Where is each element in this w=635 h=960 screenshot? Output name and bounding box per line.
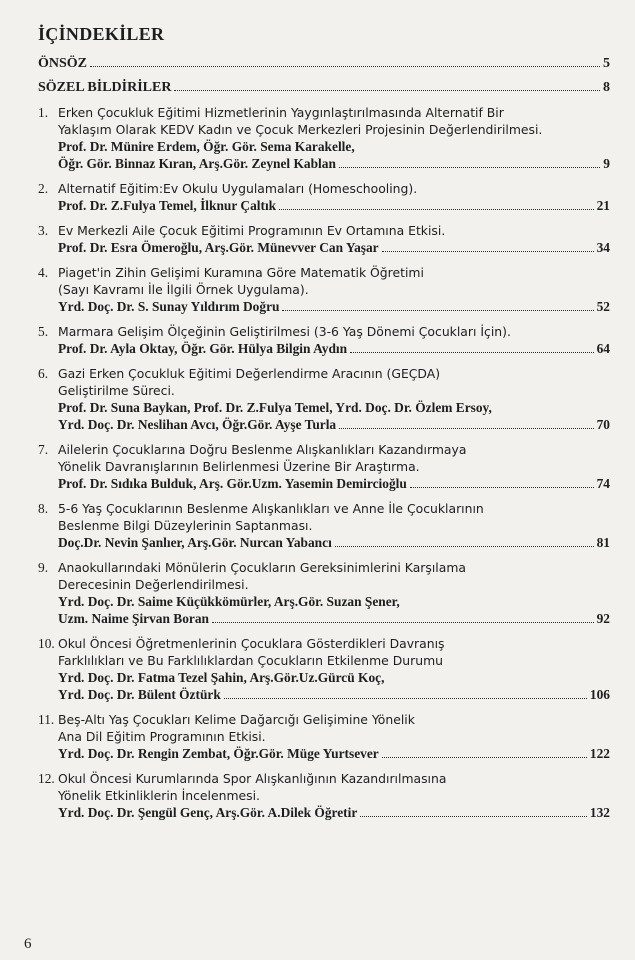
entry-body — [58, 441, 610, 492]
entry-body — [58, 500, 610, 551]
entry-title-line: Okul Öncesi Kurumlarında Spor Alışkanlığının Kazandırılmasına — [58, 771, 447, 786]
entry-title-line: (Sayı Kavramı İle İlgili Örnek Uygulama). — [58, 282, 309, 297]
entry-body — [58, 635, 610, 703]
entry-title-line: Piaget'in Zihin Gelişimi Kuramına Göre Matematik Öğretimi — [58, 265, 424, 280]
entry-title-line: Farklılıkları ve Bu Farklılıklardan Çocukların Etkilenme Durumu — [58, 653, 444, 668]
entry-last-row — [58, 610, 610, 627]
dot-leader — [335, 546, 594, 547]
entry-page-number: 70 — [596, 417, 610, 432]
dot-leader — [382, 757, 587, 758]
entry-title-line: Gazi Erken Çocukluk Eğitimi Değerlendirme Aracının (GEÇDA) — [58, 366, 441, 381]
dot-leader — [339, 167, 600, 168]
toc-entry — [38, 323, 610, 357]
entry-last-row — [58, 745, 610, 762]
entry-authors-line: Uzm. Naime Şirvan Boran — [58, 611, 210, 626]
entry-number: 10. — [38, 636, 55, 651]
entry-number: 11. — [38, 712, 55, 727]
toc-entry — [38, 264, 610, 315]
dot-leader — [212, 622, 594, 623]
entry-authors-line: Yrd. Doç. Dr. Rengin Zembat, Öğr.Gör. Müge Yurtsever — [58, 746, 379, 761]
entry-title-line: Ev Merkezli Aile Çocuk Eğitimi Programının Ev Ortamına Etkisi. — [58, 223, 446, 238]
entry-body — [58, 559, 610, 627]
entry-authors-line: Yrd. Doç. Dr. Fatma Tezel Şahin, Arş.Gör.Uz.Gürcü Koç, — [58, 670, 385, 685]
toc-entries — [38, 104, 610, 829]
entry-title-line: Derecesinin Değerlendirilmesi. — [58, 577, 249, 592]
dot-leader — [410, 487, 594, 488]
dot-leader — [279, 209, 593, 210]
toc-entry — [38, 711, 610, 762]
entry-last-row — [58, 475, 610, 492]
entry-body — [58, 104, 610, 172]
entry-authors-line: Yrd. Doç. Dr. S. Sunay Yıldırım Doğru — [58, 299, 280, 314]
dot-leader — [174, 90, 600, 91]
dot-leader — [282, 310, 593, 311]
entry-last-row — [58, 155, 610, 172]
entry-last-row — [58, 534, 610, 551]
entry-body — [58, 222, 610, 256]
entry-body — [58, 264, 610, 315]
entry-page-number: 74 — [596, 476, 610, 491]
entry-title-line: Marmara Gelişim Ölçeğinin Geliştirilmesi (3-6 Yaş Dönemi Çocukları İçin). — [58, 324, 511, 339]
entry-authors-line: Öğr. Gör. Binnaz Kıran, Arş.Gör. Zeynel Kablan — [58, 156, 336, 171]
entry-page-number: 52 — [596, 299, 610, 314]
entry-number: 7. — [38, 442, 49, 457]
entry-authors-line: Prof. Dr. Z.Fulya Temel, İlknur Çaltık — [58, 198, 277, 213]
entry-page-number: 132 — [589, 805, 610, 820]
entry-body — [58, 365, 610, 433]
entry-last-row — [58, 804, 610, 821]
toc-entry — [38, 635, 610, 703]
entry-page-number: 34 — [596, 240, 610, 255]
entry-number: 8. — [38, 501, 49, 516]
entry-last-row — [58, 416, 610, 433]
entry-title-line: Alternatif Eğitim:Ev Okulu Uygulamaları (Homeschooling). — [58, 181, 418, 196]
entry-title-line: Anaokullarındaki Mönülerin Çocukların Gereksinimlerini Karşılama — [58, 560, 466, 575]
entry-body — [58, 770, 610, 821]
entry-body — [58, 323, 610, 357]
onsoz-label: ÖNSÖZ — [38, 56, 88, 71]
entry-title-line: Yönelik Davranışlarının Belirlenmesi Üzerine Bir Araştırma. — [58, 459, 420, 474]
entry-title-line: Ailelerin Çocuklarına Doğru Beslenme Alışkanlıkları Kazandırmaya — [58, 442, 467, 457]
toc-entry — [38, 222, 610, 256]
entry-number: 2. — [38, 181, 49, 196]
page-number: 6 — [24, 936, 32, 952]
entry-title-line: Yaklaşım Olarak KEDV Kadın ve Çocuk Merkezleri Projesinin Değerlendirilmesi. — [58, 122, 543, 137]
dot-leader — [90, 66, 600, 67]
toc-entry — [38, 500, 610, 551]
entry-authors-line: Prof. Dr. Ayla Oktay, Öğr. Gör. Hülya Bilgin Aydın — [58, 341, 348, 356]
entry-authors-line: Yrd. Doç. Dr. Şengül Genç, Arş.Gör. A.Dilek Öğretir — [58, 805, 358, 820]
toc-heading: İÇİNDEKİLER — [38, 24, 165, 44]
entry-title-line: Okul Öncesi Öğretmenlerinin Çocuklara Gösterdikleri Davranış — [58, 636, 445, 651]
entry-page-number: 9 — [603, 156, 610, 171]
entry-number: 6. — [38, 366, 49, 381]
entry-title-line: 5-6 Yaş Çocuklarının Beslenme Alışkanlıkları ve Anne İle Çocuklarının — [58, 501, 484, 516]
entry-page-number: 81 — [596, 535, 610, 550]
dot-leader — [339, 428, 593, 429]
dot-leader — [350, 352, 594, 353]
entry-last-row — [58, 298, 610, 315]
entry-page-number: 122 — [589, 746, 610, 761]
toc-entry — [38, 770, 610, 821]
entry-title-line: Beş-Altı Yaş Çocukları Kelime Dağarcığı Gelişimine Yönelik — [58, 712, 415, 727]
entry-authors-line: Prof. Dr. Esra Ömeroğlu, Arş.Gör. Münevver Can Yaşar — [58, 240, 379, 255]
toc-entry — [38, 365, 610, 433]
entry-authors-line: Yrd. Doç. Dr. Bülent Öztürk — [58, 687, 221, 702]
sozel-label: SÖZEL BİLDİRİLER — [38, 80, 172, 95]
entry-number: 3. — [38, 223, 49, 238]
dot-leader — [224, 698, 587, 699]
entry-last-row — [58, 686, 610, 703]
entry-title-line: Beslenme Bilgi Düzeylerinin Saptanması. — [58, 518, 313, 533]
entry-body — [58, 180, 610, 214]
entry-page-number: 92 — [596, 611, 610, 626]
dot-leader — [360, 816, 587, 817]
entry-number: 4. — [38, 265, 49, 280]
toc-entry — [38, 559, 610, 627]
toc-entry — [38, 441, 610, 492]
entry-number: 1. — [38, 105, 49, 120]
onsoz-page: 5 — [603, 56, 610, 71]
entry-authors-line: Yrd. Doç. Dr. Saime Küçükkömürler, Arş.Gör. Suzan Şener, — [58, 594, 400, 609]
entry-title-line: Erken Çocukluk Eğitimi Hizmetlerinin Yaygınlaştırılmasında Alternatif Bir — [58, 105, 504, 120]
entry-authors-line: Doç.Dr. Nevin Şanlıer, Arş.Gör. Nurcan Yabancı — [58, 535, 332, 550]
entry-last-row — [58, 340, 610, 357]
entry-number: 5. — [38, 324, 49, 339]
entry-title-line: Geliştirilme Süreci. — [58, 383, 175, 398]
toc-entry — [38, 104, 610, 172]
entry-page-number: 106 — [589, 687, 610, 702]
toc-onsoz-row — [38, 56, 610, 72]
entry-authors-line: Prof. Dr. Sıdıka Bulduk, Arş. Gör.Uzm. Yasemin Demircioğlu — [58, 476, 407, 491]
entry-last-row — [58, 239, 610, 256]
entry-title-line: Yönelik Etkinliklerin İncelenmesi. — [58, 788, 260, 803]
entry-authors-line: Prof. Dr. Münire Erdem, Öğr. Gör. Sema Karakelle, — [58, 139, 355, 154]
toc-entry — [38, 180, 610, 214]
toc-sozel-row — [38, 80, 610, 96]
entry-authors-line: Yrd. Doç. Dr. Neslihan Avcı, Öğr.Gör. Ayşe Turla — [58, 417, 337, 432]
entry-body — [58, 711, 610, 762]
entry-authors-line: Prof. Dr. Suna Baykan, Prof. Dr. Z.Fulya Temel, Yrd. Doç. Dr. Özlem Ersoy, — [58, 400, 492, 415]
entry-page-number: 21 — [596, 198, 610, 213]
entry-number: 9. — [38, 560, 49, 575]
dot-leader — [382, 251, 594, 252]
sozel-page: 8 — [603, 80, 610, 95]
entry-number: 12. — [38, 771, 55, 786]
entry-last-row — [58, 197, 610, 214]
entry-title-line: Ana Dil Eğitim Programının Etkisi. — [58, 729, 266, 744]
entry-page-number: 64 — [596, 341, 610, 356]
